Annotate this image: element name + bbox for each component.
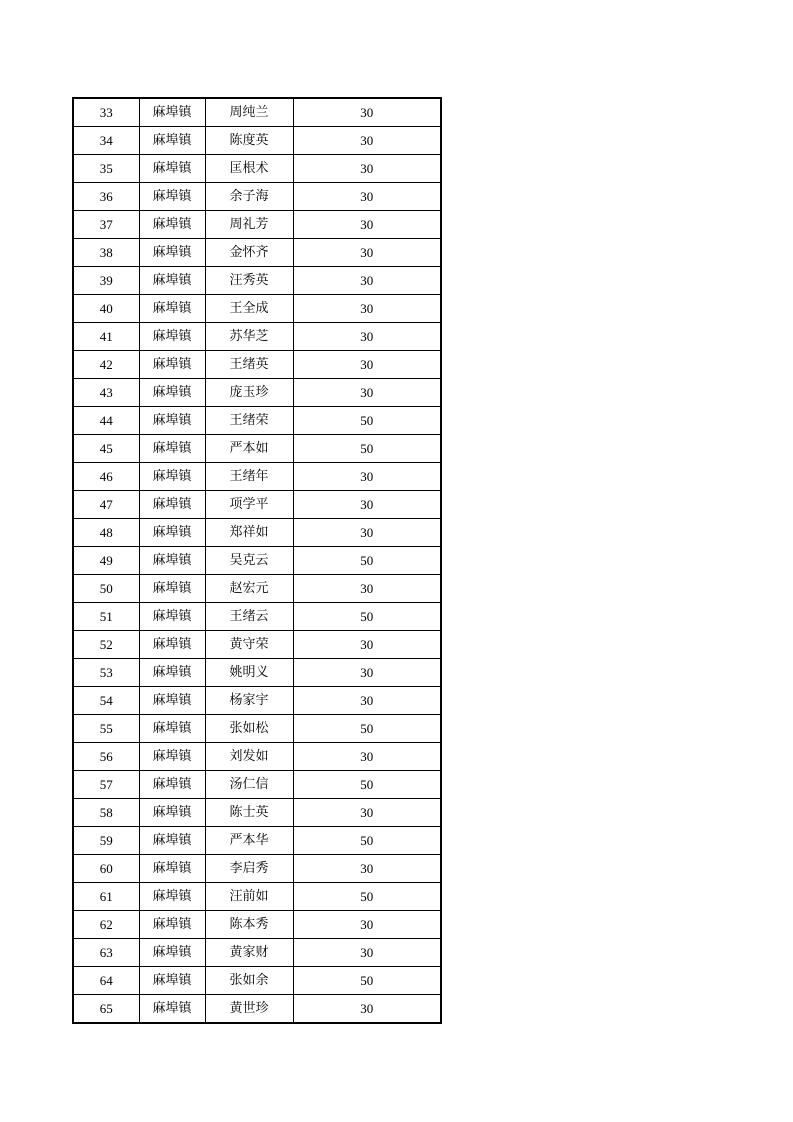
row-number-cell: 36 bbox=[73, 183, 139, 211]
row-number-cell: 65 bbox=[73, 995, 139, 1024]
name-cell: 汪秀英 bbox=[205, 267, 293, 295]
amount-cell: 30 bbox=[293, 379, 441, 407]
table-row bbox=[73, 127, 441, 155]
table-row bbox=[73, 463, 441, 491]
town-cell: 麻埠镇 bbox=[139, 799, 205, 827]
name-cell: 汪前如 bbox=[205, 883, 293, 911]
town-cell: 麻埠镇 bbox=[139, 575, 205, 603]
row-number-cell: 54 bbox=[73, 687, 139, 715]
name-cell: 陈本秀 bbox=[205, 911, 293, 939]
amount-cell: 30 bbox=[293, 98, 441, 127]
row-number-cell: 60 bbox=[73, 855, 139, 883]
amount-cell: 50 bbox=[293, 967, 441, 995]
table-row bbox=[73, 407, 441, 435]
table-row bbox=[73, 211, 441, 239]
roster-table bbox=[72, 97, 442, 1024]
row-number-cell: 64 bbox=[73, 967, 139, 995]
table-row bbox=[73, 183, 441, 211]
amount-cell: 30 bbox=[293, 687, 441, 715]
amount-cell: 50 bbox=[293, 435, 441, 463]
table-row bbox=[73, 799, 441, 827]
table-row bbox=[73, 575, 441, 603]
town-cell: 麻埠镇 bbox=[139, 547, 205, 575]
town-cell: 麻埠镇 bbox=[139, 603, 205, 631]
row-number-cell: 61 bbox=[73, 883, 139, 911]
name-cell: 王全成 bbox=[205, 295, 293, 323]
table-row bbox=[73, 911, 441, 939]
table-row bbox=[73, 743, 441, 771]
row-number-cell: 38 bbox=[73, 239, 139, 267]
amount-cell: 30 bbox=[293, 911, 441, 939]
name-cell: 赵宏元 bbox=[205, 575, 293, 603]
amount-cell: 30 bbox=[293, 127, 441, 155]
town-cell: 麻埠镇 bbox=[139, 407, 205, 435]
amount-cell: 50 bbox=[293, 603, 441, 631]
name-cell: 庞玉珍 bbox=[205, 379, 293, 407]
table-row bbox=[73, 491, 441, 519]
name-cell: 陈度英 bbox=[205, 127, 293, 155]
name-cell: 李启秀 bbox=[205, 855, 293, 883]
table-row bbox=[73, 883, 441, 911]
table-row bbox=[73, 687, 441, 715]
amount-cell: 30 bbox=[293, 463, 441, 491]
name-cell: 金怀齐 bbox=[205, 239, 293, 267]
table-row bbox=[73, 659, 441, 687]
row-number-cell: 57 bbox=[73, 771, 139, 799]
amount-cell: 30 bbox=[293, 799, 441, 827]
town-cell: 麻埠镇 bbox=[139, 715, 205, 743]
table-row bbox=[73, 995, 441, 1024]
amount-cell: 50 bbox=[293, 827, 441, 855]
table-row bbox=[73, 547, 441, 575]
table-row bbox=[73, 155, 441, 183]
row-number-cell: 49 bbox=[73, 547, 139, 575]
amount-cell: 50 bbox=[293, 407, 441, 435]
table-row bbox=[73, 631, 441, 659]
name-cell: 余子海 bbox=[205, 183, 293, 211]
town-cell: 麻埠镇 bbox=[139, 295, 205, 323]
town-cell: 麻埠镇 bbox=[139, 743, 205, 771]
amount-cell: 30 bbox=[293, 295, 441, 323]
name-cell: 黄守荣 bbox=[205, 631, 293, 659]
row-number-cell: 44 bbox=[73, 407, 139, 435]
row-number-cell: 58 bbox=[73, 799, 139, 827]
table-row bbox=[73, 379, 441, 407]
town-cell: 麻埠镇 bbox=[139, 827, 205, 855]
amount-cell: 50 bbox=[293, 771, 441, 799]
name-cell: 匡根术 bbox=[205, 155, 293, 183]
amount-cell: 30 bbox=[293, 995, 441, 1024]
amount-cell: 30 bbox=[293, 519, 441, 547]
table-row bbox=[73, 771, 441, 799]
amount-cell: 50 bbox=[293, 883, 441, 911]
town-cell: 麻埠镇 bbox=[139, 211, 205, 239]
town-cell: 麻埠镇 bbox=[139, 379, 205, 407]
table-row bbox=[73, 267, 441, 295]
row-number-cell: 43 bbox=[73, 379, 139, 407]
row-number-cell: 35 bbox=[73, 155, 139, 183]
roster-table-body bbox=[73, 98, 441, 1023]
row-number-cell: 50 bbox=[73, 575, 139, 603]
name-cell: 王绪云 bbox=[205, 603, 293, 631]
table-row bbox=[73, 855, 441, 883]
name-cell: 周礼芳 bbox=[205, 211, 293, 239]
town-cell: 麻埠镇 bbox=[139, 323, 205, 351]
name-cell: 严本如 bbox=[205, 435, 293, 463]
town-cell: 麻埠镇 bbox=[139, 351, 205, 379]
name-cell: 严本华 bbox=[205, 827, 293, 855]
name-cell: 张如余 bbox=[205, 967, 293, 995]
table-row bbox=[73, 715, 441, 743]
town-cell: 麻埠镇 bbox=[139, 911, 205, 939]
name-cell: 王绪英 bbox=[205, 351, 293, 379]
name-cell: 杨家宇 bbox=[205, 687, 293, 715]
table-row bbox=[73, 351, 441, 379]
town-cell: 麻埠镇 bbox=[139, 463, 205, 491]
row-number-cell: 42 bbox=[73, 351, 139, 379]
amount-cell: 30 bbox=[293, 659, 441, 687]
town-cell: 麻埠镇 bbox=[139, 491, 205, 519]
row-number-cell: 37 bbox=[73, 211, 139, 239]
name-cell: 张如松 bbox=[205, 715, 293, 743]
row-number-cell: 34 bbox=[73, 127, 139, 155]
amount-cell: 30 bbox=[293, 939, 441, 967]
town-cell: 麻埠镇 bbox=[139, 967, 205, 995]
row-number-cell: 55 bbox=[73, 715, 139, 743]
amount-cell: 30 bbox=[293, 743, 441, 771]
town-cell: 麻埠镇 bbox=[139, 127, 205, 155]
amount-cell: 30 bbox=[293, 491, 441, 519]
row-number-cell: 63 bbox=[73, 939, 139, 967]
table-row bbox=[73, 603, 441, 631]
row-number-cell: 56 bbox=[73, 743, 139, 771]
name-cell: 吴克云 bbox=[205, 547, 293, 575]
name-cell: 周纯兰 bbox=[205, 98, 293, 127]
amount-cell: 30 bbox=[293, 351, 441, 379]
town-cell: 麻埠镇 bbox=[139, 98, 205, 127]
town-cell: 麻埠镇 bbox=[139, 687, 205, 715]
amount-cell: 50 bbox=[293, 715, 441, 743]
amount-cell: 30 bbox=[293, 631, 441, 659]
town-cell: 麻埠镇 bbox=[139, 883, 205, 911]
town-cell: 麻埠镇 bbox=[139, 631, 205, 659]
row-number-cell: 33 bbox=[73, 98, 139, 127]
town-cell: 麻埠镇 bbox=[139, 183, 205, 211]
name-cell: 郑祥如 bbox=[205, 519, 293, 547]
row-number-cell: 40 bbox=[73, 295, 139, 323]
row-number-cell: 47 bbox=[73, 491, 139, 519]
amount-cell: 30 bbox=[293, 183, 441, 211]
row-number-cell: 46 bbox=[73, 463, 139, 491]
town-cell: 麻埠镇 bbox=[139, 659, 205, 687]
table-row bbox=[73, 939, 441, 967]
amount-cell: 30 bbox=[293, 323, 441, 351]
town-cell: 麻埠镇 bbox=[139, 239, 205, 267]
name-cell: 王绪荣 bbox=[205, 407, 293, 435]
name-cell: 姚明义 bbox=[205, 659, 293, 687]
town-cell: 麻埠镇 bbox=[139, 771, 205, 799]
name-cell: 黄世珍 bbox=[205, 995, 293, 1024]
row-number-cell: 59 bbox=[73, 827, 139, 855]
name-cell: 刘发如 bbox=[205, 743, 293, 771]
town-cell: 麻埠镇 bbox=[139, 939, 205, 967]
town-cell: 麻埠镇 bbox=[139, 155, 205, 183]
name-cell: 汤仁信 bbox=[205, 771, 293, 799]
town-cell: 麻埠镇 bbox=[139, 995, 205, 1024]
row-number-cell: 48 bbox=[73, 519, 139, 547]
row-number-cell: 39 bbox=[73, 267, 139, 295]
amount-cell: 30 bbox=[293, 239, 441, 267]
name-cell: 苏华芝 bbox=[205, 323, 293, 351]
row-number-cell: 52 bbox=[73, 631, 139, 659]
name-cell: 陈士英 bbox=[205, 799, 293, 827]
row-number-cell: 41 bbox=[73, 323, 139, 351]
row-number-cell: 53 bbox=[73, 659, 139, 687]
amount-cell: 30 bbox=[293, 211, 441, 239]
table-row bbox=[73, 98, 441, 127]
amount-cell: 30 bbox=[293, 855, 441, 883]
name-cell: 王绪年 bbox=[205, 463, 293, 491]
town-cell: 麻埠镇 bbox=[139, 435, 205, 463]
name-cell: 黄家财 bbox=[205, 939, 293, 967]
row-number-cell: 51 bbox=[73, 603, 139, 631]
row-number-cell: 45 bbox=[73, 435, 139, 463]
amount-cell: 50 bbox=[293, 547, 441, 575]
table-row bbox=[73, 519, 441, 547]
table-row bbox=[73, 323, 441, 351]
town-cell: 麻埠镇 bbox=[139, 855, 205, 883]
town-cell: 麻埠镇 bbox=[139, 519, 205, 547]
amount-cell: 30 bbox=[293, 155, 441, 183]
table-row bbox=[73, 239, 441, 267]
amount-cell: 30 bbox=[293, 267, 441, 295]
name-cell: 项学平 bbox=[205, 491, 293, 519]
table-row bbox=[73, 435, 441, 463]
table-row bbox=[73, 967, 441, 995]
amount-cell: 30 bbox=[293, 575, 441, 603]
table-row bbox=[73, 827, 441, 855]
table-row bbox=[73, 295, 441, 323]
town-cell: 麻埠镇 bbox=[139, 267, 205, 295]
row-number-cell: 62 bbox=[73, 911, 139, 939]
